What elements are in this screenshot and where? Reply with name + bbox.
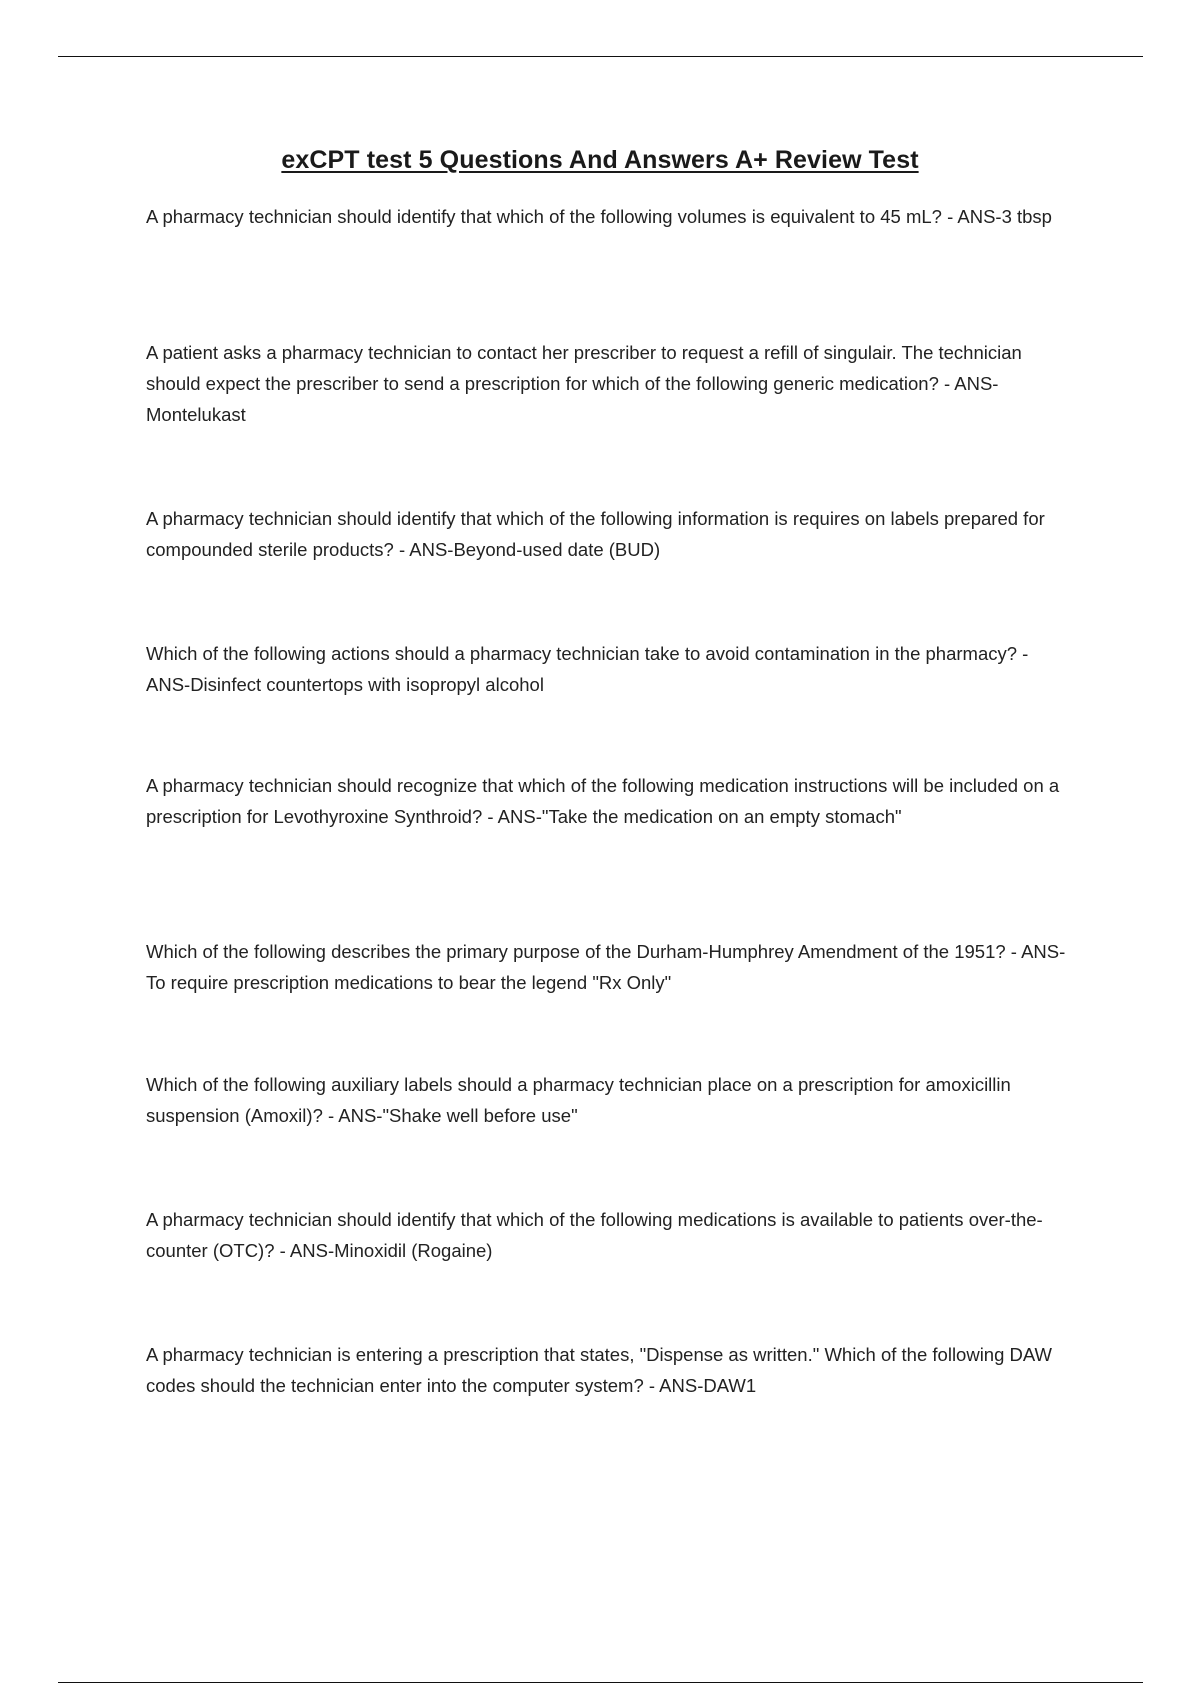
qa-item-1: A pharmacy technician should identify that which of the following volumes is equivalent to 45 mL? - ANS-3 tbsp: [146, 206, 1052, 227]
header-rule: [58, 56, 1143, 57]
qa-item-7: Which of the following auxiliary labels should a pharmacy technician place on a prescription for amoxicillin suspension (Amoxil)? - ANS-"Shake well before use": [146, 1074, 1011, 1126]
qa-item-3: A pharmacy technician should identify that which of the following information is requires on labels prepared for compounded sterile products? - ANS-Beyond-used date (BUD): [146, 508, 1045, 560]
qa-item-5: A pharmacy technician should recognize that which of the following medication instructions will be included on a prescription for Levothyroxine Synthroid? - ANS-"Take the medication on an empty stomach": [146, 775, 1060, 827]
qa-item-9: A pharmacy technician is entering a prescription that states, "Dispense as written." Which of the following DAW codes should the technician enter into the computer system? - ANS-DAW1: [146, 1344, 1053, 1396]
footer-rule: [58, 1682, 1143, 1683]
document-title: exCPT test 5 Questions And Answers A+ Review Test: [281, 146, 919, 174]
qa-item-2: A patient asks a pharmacy technician to contact her prescriber to request a refill of singulair. The technician should expect the prescriber to send a prescription for which of the following generic medication? - ANS-Montelukast: [146, 342, 1022, 425]
qa-item-6: Which of the following describes the primary purpose of the Durham-Humphrey Amendment of the 1951? - ANS-To require prescription medications to bear the legend "Rx Only": [146, 941, 1066, 993]
qa-item-4: Which of the following actions should a pharmacy technician take to avoid contamination in the pharmacy? - ANS-Disinfect countertops with isopropyl alcohol: [146, 643, 1029, 695]
qa-item-8: A pharmacy technician should identify that which of the following medications is available to patients over-the-counter (OTC)? - ANS-Minoxidil (Rogaine): [146, 1209, 1043, 1261]
